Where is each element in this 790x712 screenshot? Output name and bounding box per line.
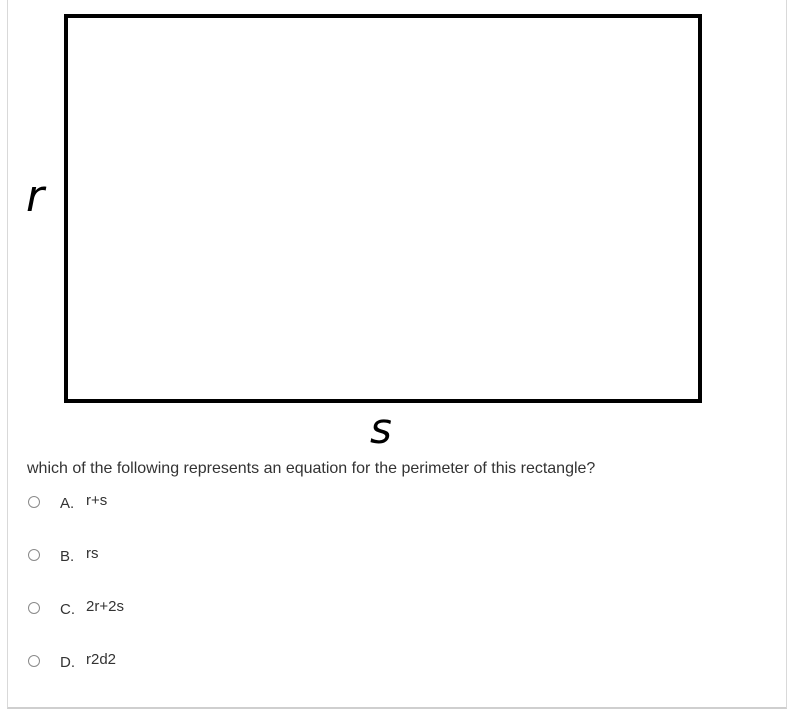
choice-letter: C. bbox=[60, 601, 75, 618]
radio-button-d[interactable] bbox=[28, 655, 40, 667]
choice-text: r2d2 bbox=[86, 651, 117, 668]
choice-letter: B. bbox=[60, 548, 75, 565]
choice-letter: A. bbox=[60, 495, 75, 512]
bottom-label-s: s bbox=[370, 404, 392, 453]
choice-b[interactable] bbox=[26, 545, 326, 567]
choice-text: 2r+2s bbox=[86, 598, 124, 615]
choice-text: r+s bbox=[86, 492, 108, 509]
side-label-r: r bbox=[26, 171, 45, 222]
rectangle-shape bbox=[64, 14, 702, 403]
radio-button-a[interactable] bbox=[28, 496, 40, 508]
choice-d[interactable] bbox=[26, 651, 326, 673]
choice-letter: D. bbox=[60, 654, 75, 671]
question-text: which of the following represents an equation for the perimeter of this rectangle? bbox=[27, 460, 596, 477]
choice-c[interactable] bbox=[26, 598, 326, 620]
radio-button-b[interactable] bbox=[28, 549, 40, 561]
radio-button-c[interactable] bbox=[28, 602, 40, 614]
choice-text: rs bbox=[86, 545, 99, 562]
choice-a[interactable] bbox=[26, 492, 326, 514]
